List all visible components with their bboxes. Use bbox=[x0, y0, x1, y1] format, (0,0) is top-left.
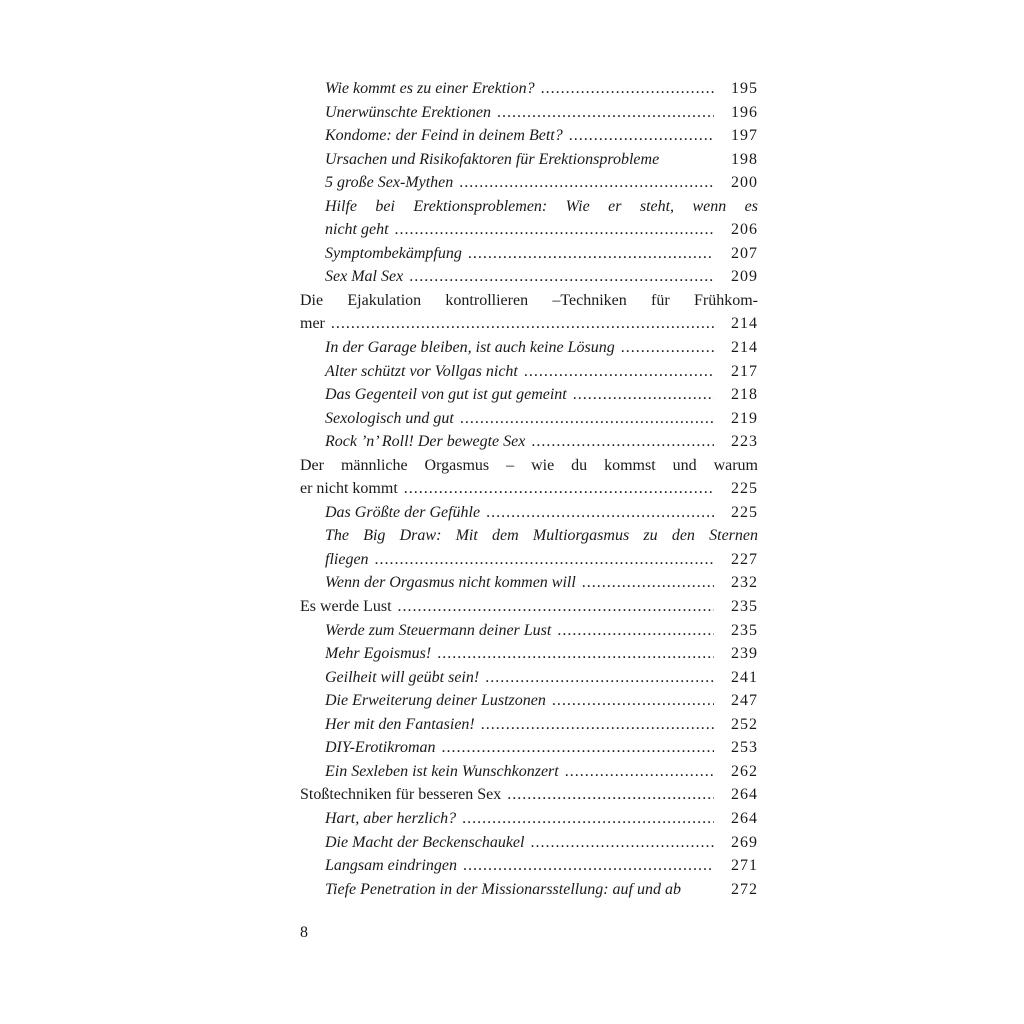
toc-entry-title: The Big Draw: Mit dem Multiorgasmus zu den Sternen bbox=[325, 527, 758, 545]
toc-entry-title: Hilfe bei Erektionsproblemen: Wie er steht, wenn es bbox=[325, 197, 758, 215]
toc-section[interactable] bbox=[300, 407, 758, 431]
toc-section[interactable] bbox=[300, 430, 758, 454]
toc-entry-line bbox=[300, 619, 758, 643]
toc-page-number: 225 bbox=[731, 503, 758, 521]
toc-section[interactable] bbox=[300, 383, 758, 407]
toc-entry-line bbox=[300, 148, 758, 172]
toc-page-number: 217 bbox=[731, 362, 758, 380]
toc-section[interactable] bbox=[300, 265, 758, 289]
toc-leader-dots bbox=[621, 336, 714, 360]
toc-page-number: 271 bbox=[731, 857, 758, 875]
toc-entry-title: Der männliche Orgasmus – wie du kommst und warum bbox=[300, 456, 758, 474]
toc-entry-title: Langsam eindringen bbox=[325, 857, 457, 875]
toc-leader-dots bbox=[569, 124, 714, 148]
toc-entry-line bbox=[300, 713, 758, 737]
toc-entry-title: mer bbox=[300, 315, 325, 333]
toc-entry-title: Die Ejakulation kontrollieren –Techniken für Frühkom- bbox=[300, 291, 758, 309]
toc-entry-line bbox=[300, 595, 758, 619]
toc-page-number: 225 bbox=[731, 480, 758, 498]
toc-entry-line bbox=[300, 242, 758, 266]
toc-entry-line bbox=[300, 501, 758, 525]
toc-entry-title: Das Gegenteil von gut ist gut gemeint bbox=[325, 386, 567, 404]
toc-entry-line bbox=[300, 430, 758, 454]
toc-page-number: 200 bbox=[731, 174, 758, 192]
toc-section[interactable] bbox=[300, 124, 758, 148]
toc-entry-title: 5 große Sex-Mythen bbox=[325, 174, 454, 192]
toc-entry-line bbox=[300, 407, 758, 431]
toc-entry-title: Hart, aber herzlich? bbox=[325, 809, 457, 827]
toc-page-number: 239 bbox=[731, 645, 758, 663]
toc-entry-title: Rock ’n’ Roll! Der bewegte Sex bbox=[325, 433, 526, 451]
toc-page-number: 272 bbox=[731, 880, 758, 898]
toc-leader-dots bbox=[557, 619, 714, 643]
toc-chapter[interactable] bbox=[300, 595, 758, 619]
toc-entry-line bbox=[300, 218, 758, 242]
toc-leader-dots bbox=[531, 430, 714, 454]
toc-entry-title: fliegen bbox=[325, 550, 369, 568]
toc-entry-title: Ein Sexleben ist kein Wunschkonzert bbox=[325, 762, 559, 780]
toc-section[interactable] bbox=[300, 336, 758, 360]
toc-entry-line bbox=[300, 360, 758, 384]
toc-leader-dots bbox=[507, 783, 714, 807]
toc-entry-title: nicht geht bbox=[325, 221, 389, 239]
toc-chapter[interactable] bbox=[300, 289, 758, 336]
toc-entry-title: Mehr Egoismus! bbox=[325, 645, 432, 663]
toc-entry-title: Geilheit will geübt sein! bbox=[325, 668, 480, 686]
toc-section[interactable] bbox=[300, 642, 758, 666]
toc-entry-line bbox=[300, 171, 758, 195]
toc-page-number: 264 bbox=[731, 786, 758, 804]
toc-leader-dots bbox=[463, 854, 714, 878]
toc-page-number: 207 bbox=[731, 244, 758, 262]
toc-entry-title: Wie kommt es zu einer Erektion? bbox=[325, 80, 535, 97]
toc-page-number: 219 bbox=[731, 409, 758, 427]
toc-leader-dots bbox=[460, 407, 714, 431]
toc-page-number: 232 bbox=[731, 574, 758, 592]
table-of-contents bbox=[300, 77, 758, 901]
toc-page-number: 195 bbox=[731, 80, 758, 97]
toc-entry-line bbox=[300, 454, 758, 478]
toc-leader-dots bbox=[404, 477, 714, 501]
toc-entry-line bbox=[300, 878, 758, 902]
toc-page-number: 269 bbox=[731, 833, 758, 851]
toc-entry-title: Symptombekämpfung bbox=[325, 244, 462, 262]
toc-entry-title: Tiefe Penetration in der Missionarsstellung: auf und ab bbox=[325, 880, 681, 898]
toc-leader-dots bbox=[331, 312, 714, 336]
toc-section[interactable] bbox=[300, 524, 758, 571]
toc-entry-title: Das Größte der Gefühle bbox=[325, 503, 481, 521]
toc-entry-line bbox=[300, 265, 758, 289]
toc-section[interactable] bbox=[300, 831, 758, 855]
toc-page-number: 235 bbox=[731, 598, 758, 616]
toc-section[interactable] bbox=[300, 101, 758, 125]
toc-page-number: 206 bbox=[731, 221, 758, 239]
toc-section[interactable] bbox=[300, 878, 758, 902]
toc-page-number: 241 bbox=[731, 668, 758, 686]
toc-entry-line bbox=[300, 195, 758, 219]
toc-leader-dots bbox=[459, 171, 714, 195]
toc-leader-dots bbox=[468, 242, 714, 266]
toc-chapter[interactable] bbox=[300, 454, 758, 501]
toc-page-number: 197 bbox=[731, 127, 758, 145]
toc-entry-title: Sex Mal Sex bbox=[325, 268, 404, 286]
toc-leader-dots bbox=[437, 642, 714, 666]
toc-leader-dots bbox=[485, 666, 714, 690]
page-number: 8 bbox=[300, 924, 308, 941]
toc-page-number: 247 bbox=[731, 692, 758, 710]
toc-page-number: 218 bbox=[731, 386, 758, 404]
toc-entry-line bbox=[300, 548, 758, 572]
toc-leader-dots bbox=[552, 689, 714, 713]
toc-leader-dots bbox=[573, 383, 714, 407]
toc-section[interactable] bbox=[300, 736, 758, 760]
toc-page-number: 198 bbox=[731, 150, 758, 168]
toc-page-number: 264 bbox=[731, 809, 758, 827]
toc-chapter[interactable] bbox=[300, 783, 758, 807]
toc-entry-line bbox=[300, 642, 758, 666]
toc-section[interactable] bbox=[300, 807, 758, 831]
toc-page-number: 235 bbox=[731, 621, 758, 639]
toc-leader-dots bbox=[481, 713, 714, 737]
toc-leader-dots bbox=[395, 218, 714, 242]
toc-page-number: 223 bbox=[731, 433, 758, 451]
toc-section[interactable] bbox=[300, 666, 758, 690]
toc-entry-title: Unerwünschte Erektionen bbox=[325, 103, 492, 121]
toc-section[interactable] bbox=[300, 360, 758, 384]
toc-entry-line bbox=[300, 524, 758, 548]
toc-entry-title: Die Macht der Beckenschaukel bbox=[325, 833, 525, 851]
toc-leader-dots bbox=[530, 831, 714, 855]
toc-entry-title: Wenn der Orgasmus nicht kommen will bbox=[325, 574, 576, 592]
toc-entry-title: Alter schützt vor Vollgas nicht bbox=[325, 362, 518, 380]
toc-leader-dots bbox=[442, 736, 714, 760]
toc-entry-line bbox=[300, 689, 758, 713]
toc-entry-line bbox=[300, 383, 758, 407]
toc-entry-title: er nicht kommt bbox=[300, 480, 398, 498]
toc-entry-title: Sexologisch und gut bbox=[325, 409, 454, 427]
toc-entry-line bbox=[300, 571, 758, 595]
toc-leader-dots bbox=[541, 77, 714, 101]
toc-entry-line bbox=[300, 477, 758, 501]
toc-entry-line bbox=[300, 336, 758, 360]
toc-entry-title: Her mit den Fantasien! bbox=[325, 715, 475, 733]
toc-section[interactable] bbox=[300, 195, 758, 242]
toc-leader-dots bbox=[462, 807, 714, 831]
toc-entry-line bbox=[300, 124, 758, 148]
toc-section[interactable] bbox=[300, 760, 758, 784]
toc-leader-dots bbox=[497, 101, 714, 125]
toc-entry-line bbox=[300, 854, 758, 878]
toc-page-number: 214 bbox=[731, 339, 758, 357]
toc-entry-line bbox=[300, 289, 758, 313]
toc-page-number: 252 bbox=[731, 715, 758, 733]
toc-leader-dots bbox=[375, 548, 714, 572]
toc-leader-dots bbox=[486, 501, 714, 525]
toc-section[interactable] bbox=[300, 501, 758, 525]
toc-entry-line bbox=[300, 101, 758, 125]
toc-section[interactable] bbox=[300, 689, 758, 713]
toc-entry-line bbox=[300, 760, 758, 784]
toc-entry-line bbox=[300, 783, 758, 807]
toc-entry-title: Ursachen und Risikofaktoren für Erektionsprobleme bbox=[325, 150, 660, 168]
toc-entry-line bbox=[300, 736, 758, 760]
toc-section[interactable] bbox=[300, 854, 758, 878]
toc-entry-line bbox=[300, 807, 758, 831]
toc-section[interactable] bbox=[300, 171, 758, 195]
toc-leader-dots bbox=[398, 595, 714, 619]
toc-page-number: 227 bbox=[731, 550, 758, 568]
toc-page-number: 253 bbox=[731, 739, 758, 757]
toc-entry-line bbox=[300, 666, 758, 690]
toc-section[interactable] bbox=[300, 242, 758, 266]
toc-page-number: 214 bbox=[731, 315, 758, 333]
toc-entry-line bbox=[300, 831, 758, 855]
toc-entry-title: Es werde Lust bbox=[300, 598, 392, 616]
toc-leader-dots bbox=[582, 571, 714, 595]
toc-leader-dots bbox=[524, 360, 714, 384]
toc-entry-title: Kondome: der Feind in deinem Bett? bbox=[325, 127, 563, 145]
toc-page-number: 262 bbox=[731, 762, 758, 780]
toc-page-number: 209 bbox=[731, 268, 758, 286]
toc-entry-title: Die Erweiterung deiner Lustzonen bbox=[325, 692, 546, 710]
toc-entry-line bbox=[300, 77, 758, 101]
toc-section[interactable] bbox=[300, 619, 758, 643]
toc-section[interactable] bbox=[300, 148, 758, 172]
toc-entry-title: DIY-Erotikroman bbox=[325, 739, 436, 757]
toc-entry-title: Werde zum Steuermann deiner Lust bbox=[325, 621, 552, 639]
toc-entry-line bbox=[300, 312, 758, 336]
toc-page-number: 196 bbox=[731, 103, 758, 121]
toc-entry-title: In der Garage bleiben, ist auch keine Lösung bbox=[325, 339, 615, 357]
toc-entry-title: Stoßtechniken für besseren Sex bbox=[300, 786, 502, 804]
toc-section[interactable] bbox=[300, 713, 758, 737]
toc-section[interactable] bbox=[300, 571, 758, 595]
toc-leader-dots bbox=[409, 265, 714, 289]
toc-leader-dots bbox=[565, 760, 714, 784]
toc-section[interactable] bbox=[300, 77, 758, 101]
